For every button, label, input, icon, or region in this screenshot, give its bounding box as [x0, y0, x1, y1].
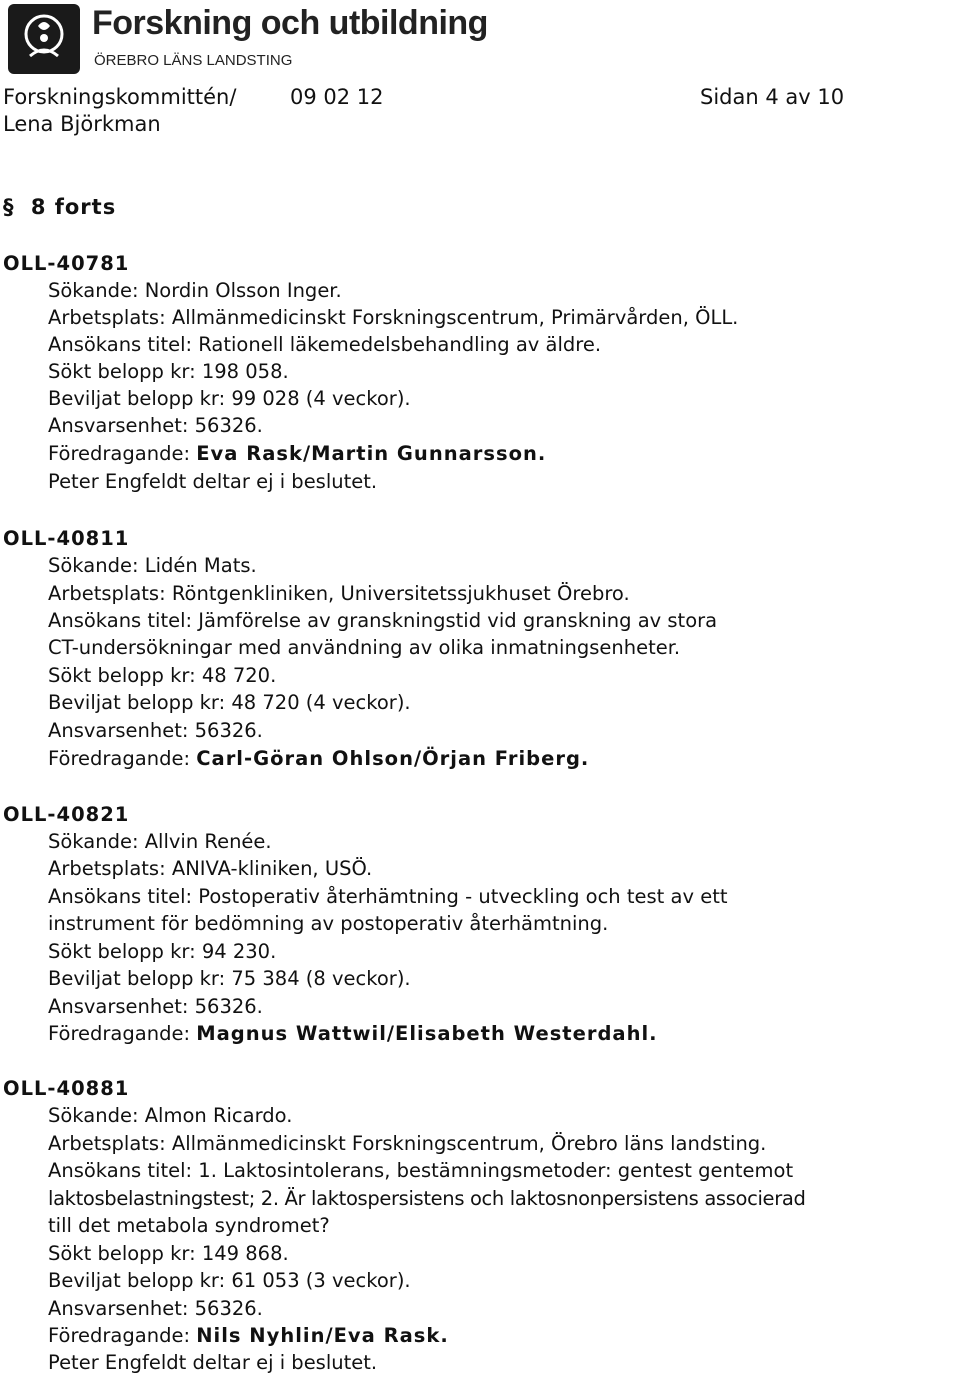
foredragande — [48, 745, 589, 772]
ansvarsenhet: Ansvarsenhet: 56326. — [48, 414, 263, 437]
foredragande-label: Föredragande: — [48, 1022, 191, 1045]
sokt-belopp: Sökt belopp kr: 198 058. — [48, 360, 289, 383]
foredragande — [48, 1020, 658, 1047]
ansokans-titel: Ansökans titel: 1. Laktosintolerans, bestämningsmetoder: gentest gentemot — [48, 1159, 794, 1182]
ansokans-titel: Ansökans titel: Jämförelse av granskningstid vid granskning av stora — [48, 609, 718, 632]
beviljat-belopp: Beviljat belopp kr: 99 028 (4 veckor). — [48, 387, 411, 410]
ansokans-titel-cont: instrument för bedömning av postoperativ återhämtning. — [48, 912, 609, 935]
foredragande — [48, 440, 546, 467]
sokande: Sökande: Allvin Renée. — [48, 830, 272, 853]
arbetsplats: Arbetsplats: ANIVA-kliniken, USÖ. — [48, 857, 373, 880]
sokande: Sökande: Almon Ricardo. — [48, 1104, 293, 1127]
header-page: Sidan 4 av 10 — [700, 85, 845, 109]
header-author: Lena Björkman — [3, 112, 161, 136]
application-id: OLL-40821 — [3, 803, 130, 826]
foredragande — [48, 1322, 449, 1349]
logo-subtitle: ÖREBRO LÄNS LANDSTING — [94, 52, 293, 69]
sokt-belopp: Sökt belopp kr: 48 720. — [48, 664, 277, 687]
application-id: OLL-40881 — [3, 1077, 130, 1100]
foredragande-names: Nils Nyhlin/Eva Rask. — [196, 1324, 449, 1347]
logo-title: Forskning och utbildning — [92, 4, 488, 42]
foredragande-label: Föredragande: — [48, 442, 191, 465]
ansokans-titel-cont: CT-undersökningar med användning av olika inmatningsenheter. — [48, 636, 681, 659]
landsting-logo-icon — [8, 4, 80, 74]
beviljat-belopp: Beviljat belopp kr: 61 053 (3 veckor). — [48, 1269, 411, 1292]
ansvarsenhet: Ansvarsenhet: 56326. — [48, 995, 263, 1018]
foredragande-names: Eva Rask/Martin Gunnarsson. — [196, 442, 547, 465]
beviljat-belopp: Beviljat belopp kr: 75 384 (8 veckor). — [48, 967, 411, 990]
beslut-note: Peter Engfeldt deltar ej i beslutet. — [48, 1351, 378, 1374]
header-date: 09 02 12 — [290, 85, 384, 109]
header-committee: Forskningskommittén/ — [3, 85, 237, 109]
application-id: OLL-40781 — [3, 252, 130, 275]
arbetsplats: Arbetsplats: Allmänmedicinskt Forskningscentrum, Örebro läns landsting. — [48, 1132, 767, 1155]
logo — [8, 4, 488, 74]
section-heading — [3, 194, 116, 221]
arbetsplats: Arbetsplats: Allmänmedicinskt Forskningscentrum, Primärvården, ÖLL. — [48, 306, 739, 329]
ansvarsenhet: Ansvarsenhet: 56326. — [48, 719, 263, 742]
beslut-note: Peter Engfeldt deltar ej i beslutet. — [48, 470, 378, 493]
ansokans-titel: Ansökans titel: Rationell läkemedelsbehandling av äldre. — [48, 333, 602, 356]
foredragande-label: Föredragande: — [48, 747, 191, 770]
beviljat-belopp: Beviljat belopp kr: 48 720 (4 veckor). — [48, 691, 411, 714]
foredragande-label: Föredragande: — [48, 1324, 191, 1347]
ansokans-titel-cont: till det metabola syndromet? — [48, 1214, 330, 1237]
ansvarsenhet: Ansvarsenhet: 56326. — [48, 1297, 263, 1320]
ansokans-titel: Ansökans titel: Postoperativ återhämtning - utveckling och test av ett — [48, 885, 728, 908]
sokande: Sökande: Lidén Mats. — [48, 554, 257, 577]
sokande: Sökande: Nordin Olsson Inger. — [48, 279, 342, 302]
section-symbol: § — [3, 195, 15, 219]
arbetsplats: Arbetsplats: Röntgenkliniken, Universitetssjukhuset Örebro. — [48, 582, 630, 605]
section-title: 8 forts — [30, 195, 117, 219]
ansokans-titel-cont: laktosbelastningstest; 2. Är laktospersistens och laktosnonpersistens associerad — [48, 1187, 806, 1210]
sokt-belopp: Sökt belopp kr: 149 868. — [48, 1242, 289, 1265]
foredragande-names: Magnus Wattwil/Elisabeth Westerdahl. — [196, 1022, 658, 1045]
application-id: OLL-40811 — [3, 527, 130, 550]
foredragande-names: Carl-Göran Ohlson/Örjan Friberg. — [196, 747, 590, 770]
sokt-belopp: Sökt belopp kr: 94 230. — [48, 940, 277, 963]
